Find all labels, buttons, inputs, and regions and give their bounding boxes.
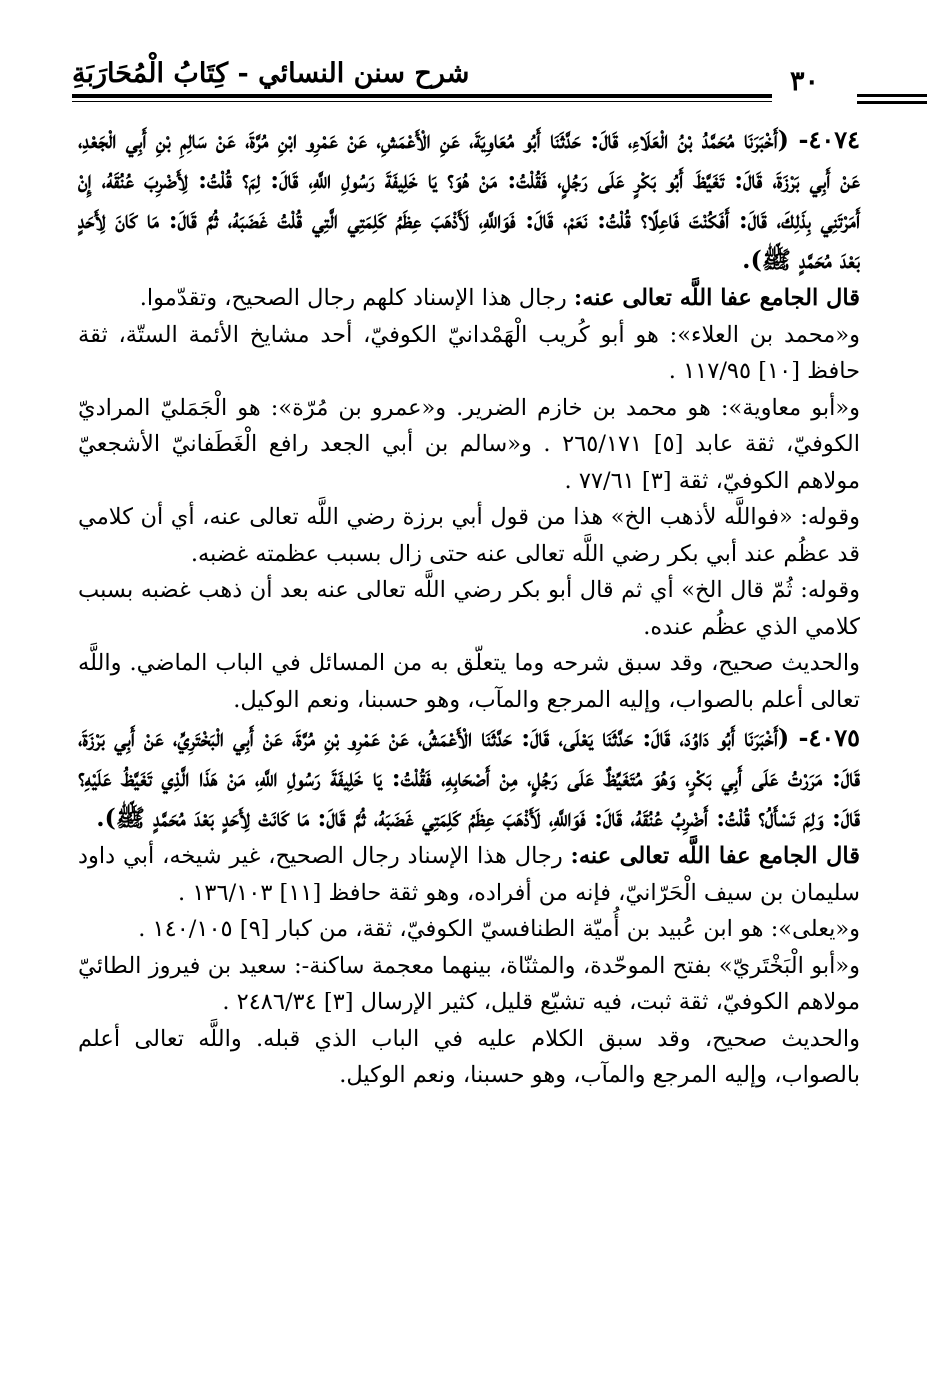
- commentary-lead: قال الجامع عفا اللَّه تعالى عنه:: [570, 843, 860, 869]
- commentary-paragraph: والحديث صحيح، وقد سبق الكلام عليه في الباب الذي قبله. واللَّه تعالى أعلم بالصواب، وإليه المرجع والمآب، وهو حسبنا، ونعم الوكيل.: [78, 1025, 860, 1088]
- commentary-lead: قال الجامع عفا اللَّه تعالى عنه:: [573, 285, 860, 311]
- header-rule-right-upper: [857, 94, 927, 97]
- page-header: [72, 58, 862, 108]
- commentary-paragraph: وقوله: ثُمّ قال الخ» أي ثم قال أبو بكر رضي اللَّه تعالى عنه بعد أن ذهب غضبه بسبب كلامي الذي عظُم عنده.: [78, 577, 860, 640]
- commentary-paragraph: [78, 280, 860, 317]
- commentary-paragraph: و«محمد بن العلاء»: هو أبو كُريب الْهَمْدانيّ الكوفيّ، أحد مشايخ الأئمة الستّة، ثقة حافظ [١٠] ١١٧/٩٥ .: [78, 321, 860, 384]
- commentary-paragraph: و«أبو معاوية»: هو محمد بن خازم الضرير. و«عمرو بن مُرّة»: هو الْجَمَليّ المراديّ الكوفيّ، ثقة عابد [٥] ٢٦٥/١٧١ . و«سالم بن أبي الجعد رافع الْغَطَفانيّ الأشجعيّ مولاهم الكوفيّ، ثقة [٣] ٧٧/٦١ .: [78, 394, 860, 494]
- commentary-paragraph: و«يعلى»: هو ابن عُبيد بن أُميّة الطنافسيّ الكوفيّ، ثقة، من كبار [٩] ١٤٠/١٠٥ .: [138, 916, 860, 942]
- hadith-4074: ٤٠٧٤- (أَخْبَرَنَا مُحَمَّدُ بْنُ الْعَلَاءِ، قَالَ: حَدَّثَنَا أَبُو مُعَاوِيَةَ، عَنِ الْأَعْمَشِ، عَنْ عَمْرِو ابْنِ مُرَّةَ، عَنْ سَالِمِ بْنِ أَبِي الْجَعْدِ، عَنْ أَبِي بَرْزَةَ، قَالَ: تَغَيَّظَ أَبُو بَكْرٍ عَلَى رَجُلٍ، فَقُلْتُ: مَنْ هُوَ؟ يَا خَلِيفَةَ رَسُولِ اللَّهِ، قَالَ: لِمَ؟ قُلْتُ: لِأَضْرِبَ عُنُقَهُ، إِنْ أَمَرْتَنِي بِذَلِكَ، قَالَ: أَفَكُنْتَ فَاعِلًا؟ قُلْتُ: نَعَمْ، قَالَ: فَوَاللَّهِ، لَأَذْهَبَ عِظَمُ كَلِمَتِي الَّتِي قُلْتُ غَضَبَهُ، ثُمَّ قَالَ: مَا كَانَ لِأَحَدٍ بَعْدَ مُحَمَّدٍ ﷺ).: [78, 125, 861, 274]
- header-rule-thick: [72, 94, 772, 98]
- commentary-text: رجال هذا الإسناد كلهم رجال الصحيح، وتقدّموا.: [139, 285, 574, 311]
- commentary-paragraph: و«أبو الْبَخْتَريّ» بفتح الموحّدة، والمثنّاة، بينهما معجمة ساكنة-: سعيد بن فيروز الطائيّ مولاهم الكوفيّ، ثقة ثبت، فيه تشيّع قليل، كثير الإرسال [٣] ٢٤٨٦/٣٤ .: [78, 952, 860, 1015]
- header-rule-right-lower: [857, 101, 927, 104]
- commentary-paragraph: والحديث صحيح، وقد سبق شرحه وما يتعلّق به من المسائل في الباب الماضي. واللَّه تعالى أعلم بالصواب، وإليه المرجع والمآب، وهو حسبنا، ونعم الوكيل.: [78, 650, 860, 713]
- running-title: شرح سنن النسائي - كِتَابُ الْمُحَارَبَةِ: [72, 58, 470, 89]
- hadith-4075: ٤٠٧٥- (أَخْبَرَنَا أَبُو دَاوُدَ، قَالَ: حَدَّثَنَا يَعْلَى، قَالَ: حَدَّثَنَا الْأَعْمَشُ، عَنْ عَمْرِو بْنِ مُرَّةَ، عَنْ أَبِي الْبَخْتَرِيِّ، عَنْ أَبِي بَرْزَةَ، قَالَ: مَرَرْتُ عَلَى أَبِي بَكْرٍ، وَهُوَ مُتَغَيِّظٌ عَلَى رَجُلٍ، مِنْ أَصْحَابِهِ، فَقُلْتُ: يَا خَلِيفَةَ رَسُولِ اللَّهِ، مَنْ هَذَا الَّذِي تَغَيَّظُ عَلَيْهِ؟ قَالَ: وَلِمَ تَسْأَلُ؟ قُلْتُ: أَضْرِبُ عُنُقَهُ، قَالَ: فَوَاللَّهِ، لَأَذْهَبَ عِظَمُ كَلِمَتِي غَضَبَهُ، ثُمَّ قَالَ: مَا كَانَتْ لِأَحَدٍ بَعْدَ مُحَمَّدٍ ﷺ).: [78, 723, 860, 832]
- page-number: ٣٠: [790, 66, 820, 97]
- commentary-paragraph: وقوله: «فواللَّه لأذهب الخ» هذا من قول أبي برزة رضي اللَّه تعالى عنه، أي أن كلامي قد عظُم عند أبي بكر رضي اللَّه تعالى عنه حتى زال بسبب عظمته غضبه.: [78, 504, 860, 567]
- header-rule-thin: [72, 101, 772, 102]
- commentary-paragraph: [78, 838, 860, 911]
- page-body: [78, 120, 860, 1094]
- commentary-text: رجال هذا الإسناد رجال الصحيح، غير شيخه، أبي داود سليمان بن سيف الْحَرّانيّ، فإنه من أفراده، وهو ثقة حافظ [١١] ١٣٦/١٠٣ .: [78, 843, 860, 906]
